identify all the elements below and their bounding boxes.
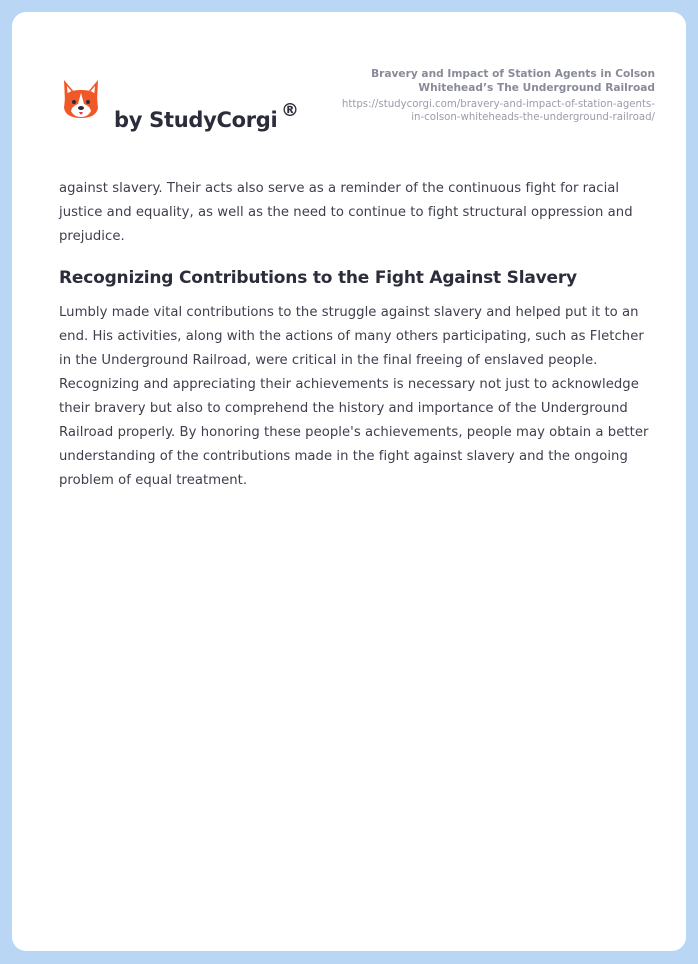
corgi-logo-icon	[60, 76, 102, 122]
document-page	[12, 12, 686, 951]
document-title	[295, 67, 655, 95]
document-title-line: Bravery and Impact of Station Agents in Colson	[371, 68, 655, 80]
document-content	[59, 177, 659, 493]
registered-mark: ®	[281, 100, 299, 121]
section-heading: Recognizing Contributions to the Fight Against Slavery	[59, 268, 577, 288]
body-paragraph: against slavery. Their acts also serve as a reminder of the continuous fight for racial justice and equality, as well as the need to continue to fight structural oppression and prejudice.	[59, 181, 633, 244]
brand-name: by StudyCorgi	[114, 108, 278, 132]
document-title-line: Whitehead’s The Underground Railroad	[418, 82, 655, 94]
document-url-line[interactable]: in-colson-whiteheads-the-underground-railroad/	[411, 112, 655, 123]
studycorgi-logo[interactable]	[60, 76, 310, 136]
body-paragraph: Lumbly made vital contributions to the struggle against slavery and helped put it to an end. His activities, along with the actions of many others participating, such as Fletcher in the Underground Railroad, were critical in the final freeing of enslaved people. Recognizing and appreciating their achievements is necessary not just to acknowledge their bravery but also to comprehend the history and importance of the Underground Railroad properly. By honoring these people's achievements, people may obtain a better understanding of the contributions made in the fight against slavery and the ongoing problem of equal treatment.	[59, 305, 649, 488]
document-url-line[interactable]: https://studycorgi.com/bravery-and-impact-of-station-agents-	[341, 99, 655, 110]
document-url[interactable]	[295, 98, 655, 124]
document-source	[295, 67, 655, 124]
